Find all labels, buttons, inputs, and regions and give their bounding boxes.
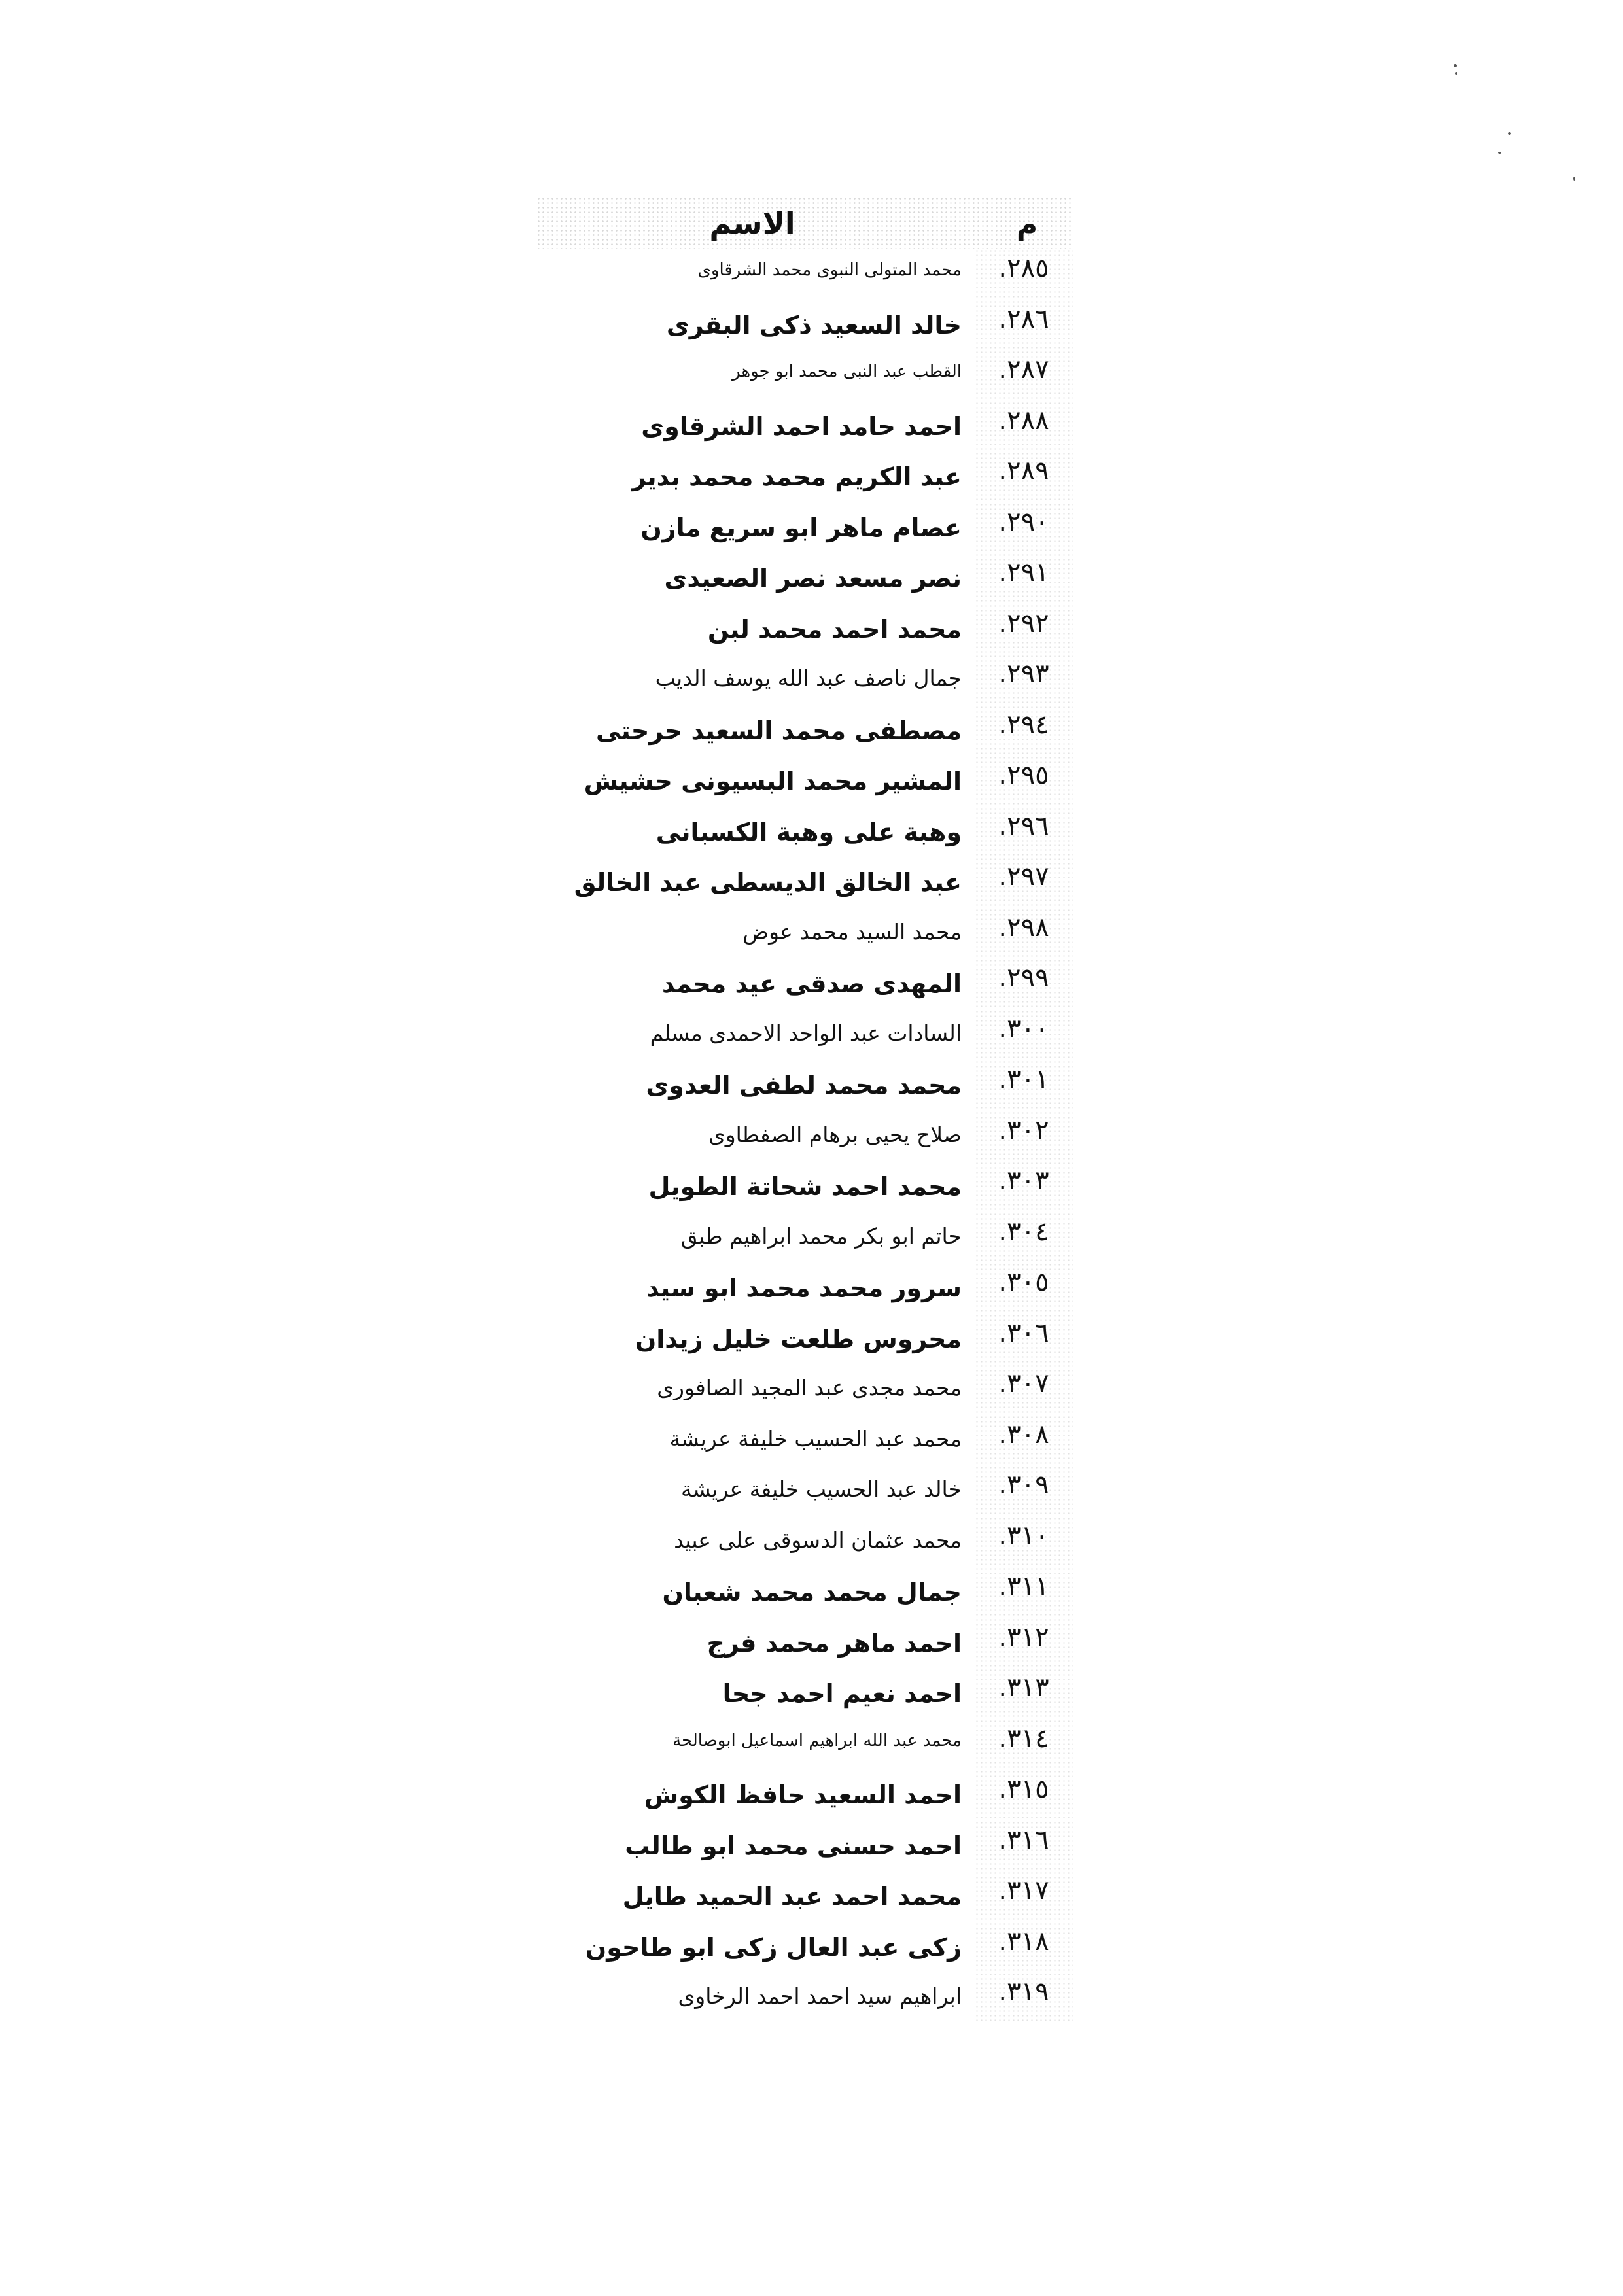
names-table (536, 196, 1073, 2023)
row-number: .٢٩٨ (975, 908, 1073, 959)
scan-speck (1455, 72, 1457, 75)
row-name: حاتم ابو بكر محمد ابراهيم طبق (680, 1223, 962, 1249)
table-row (536, 654, 1073, 705)
row-name: عصام ماهر ابو سريع مازن (640, 513, 962, 542)
row-name: المهدى صدقى عيد محمد (661, 969, 962, 998)
table-row (536, 1922, 1073, 1973)
row-number: .٣١٣ (975, 1668, 1073, 1719)
table-row (536, 1516, 1073, 1567)
row-name: محمد السيد محمد عوض (742, 918, 962, 945)
row-name: السادات عبد الواحد الاحمدى مسلم (650, 1020, 962, 1046)
table-row (536, 705, 1073, 756)
table-row (536, 857, 1073, 908)
table-header (536, 196, 1073, 249)
row-number: .٢٩٤ (975, 705, 1073, 756)
row-name: محروس طلعت خليل زيدان (635, 1324, 962, 1353)
row-number: .٣٠٧ (975, 1364, 1073, 1415)
table-row (536, 1060, 1073, 1111)
row-name: عبد الخالق الديسطى عبد الخالق (574, 868, 962, 897)
table-row (536, 300, 1073, 351)
row-name: محمد عبد الحسيب خليفة عريشة (669, 1425, 962, 1452)
scan-speck (1454, 64, 1457, 67)
table-row (536, 1567, 1073, 1618)
table-row (536, 604, 1073, 655)
row-number: .٢٨٧ (975, 350, 1073, 401)
row-name: احمد السعيد حافظ الكوش (644, 1781, 962, 1809)
row-number: .٢٩١ (975, 553, 1073, 604)
row-number: .٣٠٤ (975, 1212, 1073, 1263)
table-row (536, 1769, 1073, 1820)
table-row (536, 1871, 1073, 1922)
row-number: .٢٩٧ (975, 857, 1073, 908)
scan-speck (1573, 177, 1575, 181)
column-header-name: الاسم (709, 205, 795, 241)
row-name: خالد عبد الحسيب خليفة عريشة (681, 1476, 962, 1502)
table-row (536, 553, 1073, 604)
row-number: .٢٩٩ (975, 958, 1073, 1009)
row-name: احمد نعيم احمد جحا (722, 1679, 962, 1708)
row-number: .٣١٢ (975, 1618, 1073, 1669)
row-name: وهبة على وهبة الكسبانى (655, 817, 962, 846)
row-number: .٢٨٦ (975, 300, 1073, 351)
table-row (536, 1313, 1073, 1365)
table-row (536, 807, 1073, 858)
table-row (536, 1262, 1073, 1313)
row-name: عبد الكريم محمد محمد بدير (631, 462, 962, 491)
row-number: .٣١٤ (975, 1719, 1073, 1770)
row-name: صلاح يحيى برهام الصفطاوى (708, 1121, 962, 1147)
table-row (536, 249, 1073, 300)
row-number: .٢٨٥ (975, 249, 1073, 300)
table-row (536, 1972, 1073, 2023)
row-number: .٣٠٥ (975, 1262, 1073, 1313)
row-number: .٣٠٣ (975, 1161, 1073, 1212)
row-number: .٣١٠ (975, 1516, 1073, 1567)
row-number: .٣١٧ (975, 1871, 1073, 1922)
table-row (536, 1820, 1073, 1871)
scan-speck (1498, 152, 1501, 154)
table-row (536, 1415, 1073, 1466)
row-name: احمد ماهر محمد فرج (707, 1628, 962, 1658)
row-name: احمد حامد احمد الشرقاوى (641, 411, 962, 441)
row-name: احمد حسنى محمد ابو طالب (625, 1831, 962, 1860)
row-name: زكى عبد العال زكى ابو طاحون (585, 1932, 962, 1962)
row-name: محمد احمد عبد الحميد طايل (622, 1882, 962, 1911)
table-row (536, 502, 1073, 553)
row-number: .٣٠٢ (975, 1111, 1073, 1162)
row-number: .٢٨٨ (975, 401, 1073, 452)
row-name: سرور محمد محمد ابو سيد (646, 1274, 962, 1302)
row-number: .٢٨٩ (975, 451, 1073, 502)
table-row (536, 1465, 1073, 1516)
row-name: محمد عبد الله ابراهيم اسماعيل ابوصالحة (672, 1730, 962, 1750)
table-row (536, 1009, 1073, 1060)
row-number: .٣١٥ (975, 1769, 1073, 1820)
table-row (536, 908, 1073, 959)
row-name: محمد عثمان الدسوقى على عبيد (674, 1527, 962, 1553)
table-row (536, 451, 1073, 502)
table-row (536, 1212, 1073, 1263)
table-row (536, 958, 1073, 1009)
table-row (536, 401, 1073, 452)
table-row (536, 1618, 1073, 1669)
table-row (536, 1668, 1073, 1719)
row-name: محمد المتولى النبوى محمد الشرقاوى (697, 260, 962, 280)
row-number: .٣١٦ (975, 1820, 1073, 1871)
row-number: .٢٩٦ (975, 807, 1073, 858)
table-row (536, 756, 1073, 807)
table-row (536, 1364, 1073, 1415)
table-row (536, 1111, 1073, 1162)
row-name: محمد مجدى عبد المجيد الصافورى (657, 1375, 962, 1400)
row-number: .٢٩٠ (975, 502, 1073, 553)
row-number: .٣٠٨ (975, 1415, 1073, 1466)
row-number: .٣١٩ (975, 1972, 1073, 2023)
row-name: القطب عبد النبى محمد ابو جوهر (732, 362, 962, 381)
row-name: نصر مسعد نصر الصعيدى (664, 564, 962, 593)
row-number: .٢٩٢ (975, 604, 1073, 655)
row-name: مصطفى محمد السعيد حرحتى (595, 716, 962, 745)
row-name: ابراهيم سيد احمد احمد الرخاوى (678, 1983, 962, 2009)
row-name: المشير محمد البسيونى حشيش (584, 767, 962, 795)
row-number: .٣٠١ (975, 1060, 1073, 1111)
row-number: .٣١٨ (975, 1922, 1073, 1973)
table-row (536, 1719, 1073, 1770)
row-name: محمد احمد شحاتة الطويل (648, 1172, 962, 1201)
row-number: .٣١١ (975, 1567, 1073, 1618)
table-body (536, 249, 1073, 2023)
row-number: .٢٩٣ (975, 654, 1073, 705)
row-name: محمد محمد لطفى العدوى (646, 1071, 962, 1100)
scan-speck (1508, 132, 1511, 135)
row-name: خالد السعيد ذكى البقرى (666, 310, 962, 339)
table-row (536, 1161, 1073, 1212)
table-row (536, 350, 1073, 401)
row-number: .٣٠٠ (975, 1009, 1073, 1060)
row-name: محمد احمد محمد لبن (707, 614, 962, 644)
row-number: .٣٠٩ (975, 1465, 1073, 1516)
column-header-number: م (1016, 208, 1038, 241)
row-name: جمال ناصف عبد الله يوسف الديب (655, 665, 962, 691)
row-number: .٢٩٥ (975, 756, 1073, 807)
row-number: .٣٠٦ (975, 1313, 1073, 1365)
row-name: جمال محمد محمد شعبان (662, 1578, 962, 1607)
